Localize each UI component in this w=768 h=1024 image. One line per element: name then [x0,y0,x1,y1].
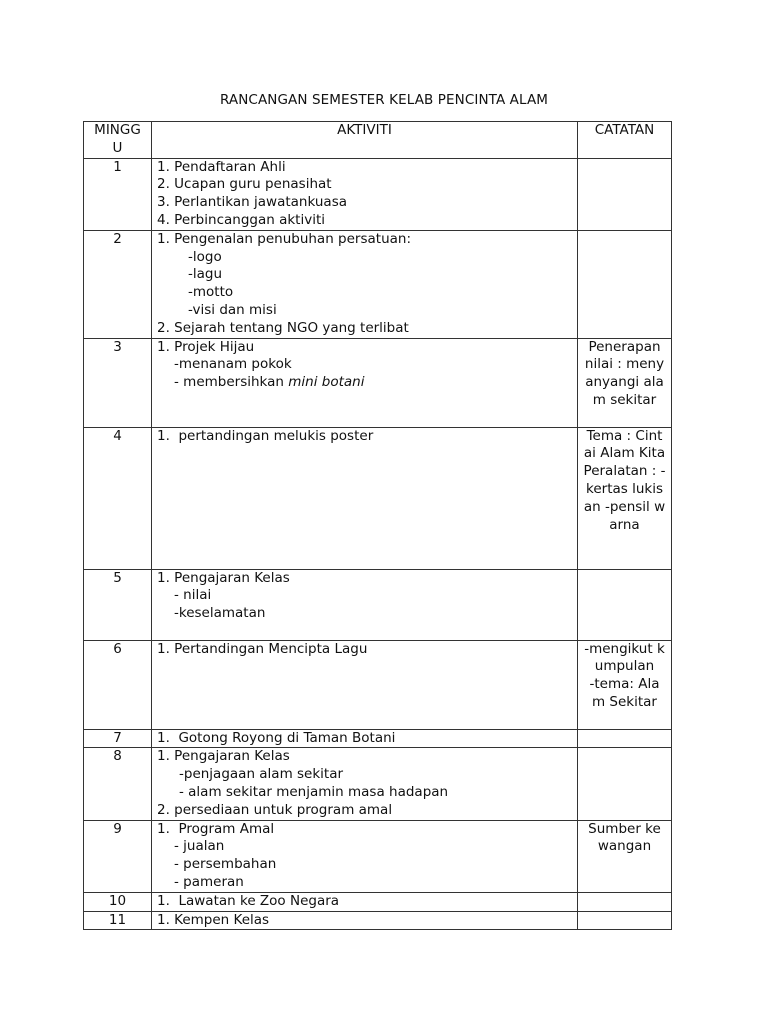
activity-line: 4. Perbincanggan aktiviti [157,211,325,228]
note-text: Penerapan nilai : menyanyangi alam sekitar [584,338,665,408]
week-number: 7 [84,729,152,748]
note-text: Peralatan : -kertas lukisan -pensil warna [583,463,666,533]
activity-cell [152,427,578,569]
table-row [84,338,672,427]
table-row [84,569,672,640]
table-row [84,640,672,729]
week-number: 1 [84,158,152,230]
activity-line: 1. Pengajaran Kelas [157,748,290,765]
activity-subline: - pameran [174,873,244,890]
week-number: 3 [84,338,152,427]
notes-cell [578,892,672,911]
activity-subline: -visi dan misi [188,301,277,318]
week-number: 2 [84,230,152,338]
activity-line: 3. Perlantikan jawatankuasa [157,194,348,211]
document-title: RANCANGAN SEMESTER KELAB PENCINTA ALAM [219,92,549,108]
note-text: -mengikut kumpulan [584,640,665,675]
notes-cell [578,569,672,640]
activity-subline: - alam sekitar menjamin masa hadapan [179,783,449,800]
activity-line: 2. Ucapan guru penasihat [157,176,332,193]
table-row [84,911,672,930]
activity-subline: -keselamatan [174,605,266,622]
activity-line: 1. Program Amal [157,820,275,837]
table-row [84,820,672,892]
activity-line: 1. pertandingan melukis poster [157,427,374,444]
header-week: MINGG U [84,122,152,159]
table-row [84,427,672,569]
week-number: 9 [84,820,152,892]
activity-subline: -motto [188,284,234,301]
activity-italic-text: mini botani [288,374,365,391]
activity-cell [152,911,578,930]
table-row [84,748,672,820]
activity-subline: -penjagaan alam sekitar [179,766,344,783]
semester-plan-table [83,121,672,930]
notes-cell [578,338,672,427]
activity-cell [152,640,578,729]
activity-subline: -logo [188,248,222,265]
activity-line: 1. Pertandingan Mencipta Lagu [157,640,368,657]
notes-cell [578,911,672,930]
activity-line: 2. Sejarah tentang NGO yang terlibat [157,319,409,336]
week-number: 8 [84,748,152,820]
activity-cell [152,820,578,892]
week-number: 6 [84,640,152,729]
activity-subline: -menanam pokok [174,356,292,373]
activity-cell [152,338,578,427]
activity-line: 1. Projek Hijau [157,338,255,355]
activity-subline: - persembahan [174,856,277,873]
activity-line: 1. Pengajaran Kelas [157,569,290,586]
notes-cell [578,427,672,569]
table-row [84,729,672,748]
header-notes: CATATAN [578,122,672,159]
notes-cell [578,729,672,748]
activity-cell [152,748,578,820]
activity-cell [152,892,578,911]
table-row [84,158,672,230]
week-number: 11 [84,911,152,930]
activity-line: 1. Pengenalan penubuhan persatuan: [157,230,412,247]
activity-line: 1. Lawatan ke Zoo Negara [157,892,340,909]
header-activity: AKTIVITI [152,122,578,159]
activity-text: - membersihkan [174,374,289,391]
note-text: -tema: Alam Sekitar [589,676,660,710]
week-number: 4 [84,427,152,569]
activity-subline: - nilai [174,587,212,604]
activity-cell [152,230,578,338]
activity-line: 1. Gotong Royong di Taman Botani [157,729,396,746]
table-header-row [84,122,672,159]
activity-cell [152,729,578,748]
activity-subline: -lagu [188,266,223,283]
notes-cell [578,230,672,338]
note-text: Sumber kewangan [588,820,661,855]
notes-cell [578,640,672,729]
activity-line: 1. Kempen Kelas [157,911,270,928]
week-number: 5 [84,569,152,640]
activity-line: 1. Pendaftaran Ahli [157,158,286,175]
table-row [84,892,672,911]
activity-subline: - jualan [174,838,225,855]
week-number: 10 [84,892,152,911]
notes-cell [578,820,672,892]
activity-line: 2. persediaan untuk program amal [157,801,393,818]
notes-cell [578,748,672,820]
activity-cell [152,158,578,230]
activity-subline [157,374,572,392]
activity-cell [152,569,578,640]
note-text: Tema : Cintai Alam Kita [583,427,666,462]
notes-cell [578,158,672,230]
table-row [84,230,672,338]
